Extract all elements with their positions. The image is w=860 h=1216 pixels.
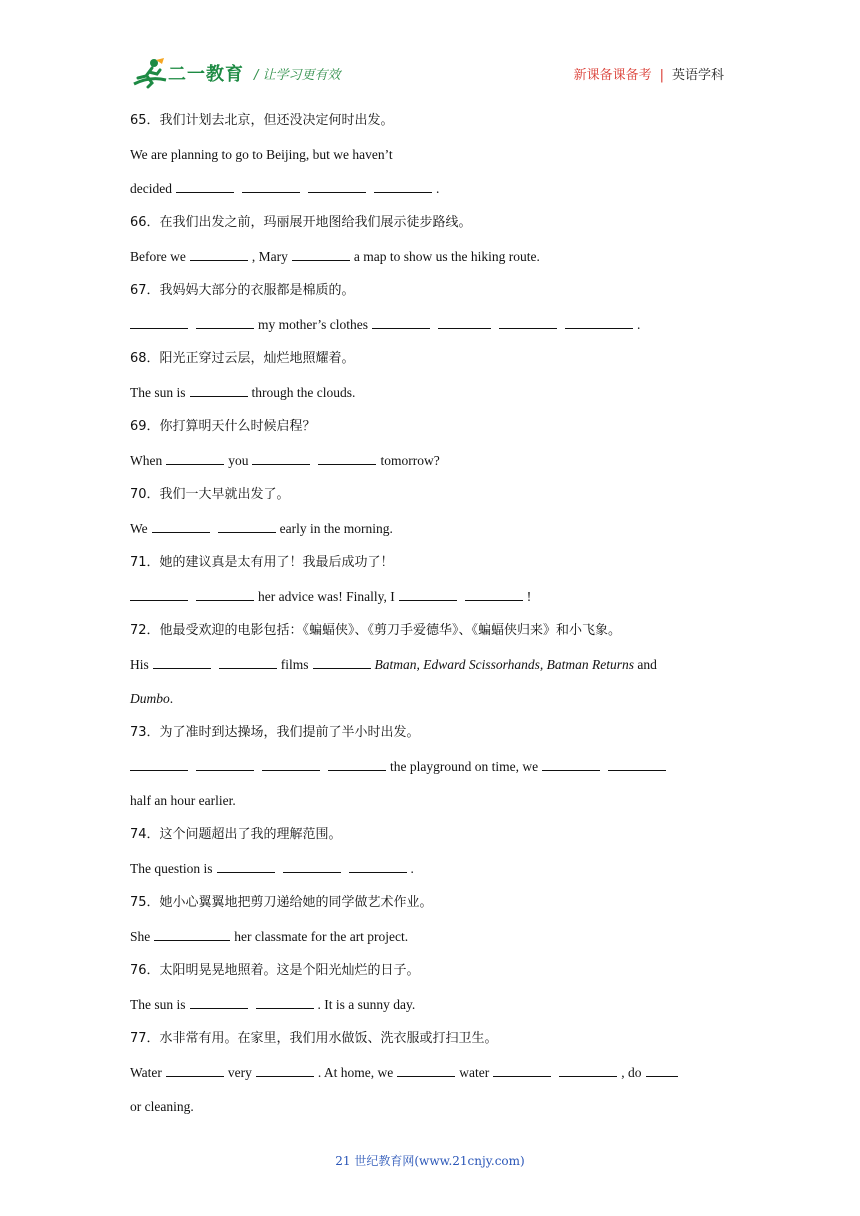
question-72-zh: 72．他最受欢迎的电影包括：《蝙蝠侠》、《剪刀手爱德华》、《蝙蝠侠归来》和小飞象。 (130, 623, 622, 638)
answer-blank[interactable] (499, 316, 557, 329)
text: tomorrow? (380, 453, 440, 468)
question-68-zh: 68．阳光正穿过云层，灿烂地照耀着。 (130, 351, 355, 366)
question-73-en (130, 750, 736, 784)
question-66-en (130, 240, 736, 274)
answer-blank[interactable] (217, 860, 275, 873)
slogan: / 让学习更有效 (254, 68, 341, 83)
text: We (130, 521, 148, 536)
brand-name: 二一教育 (168, 64, 244, 85)
answer-blank[interactable] (399, 588, 457, 601)
question-73-en-2: half an hour earlier. (130, 793, 236, 808)
answer-blank[interactable] (196, 758, 254, 771)
text: , do (621, 1065, 642, 1080)
answer-blank[interactable] (313, 656, 371, 669)
answer-blank[interactable] (166, 1064, 224, 1077)
answer-blank[interactable] (252, 452, 310, 465)
answer-blank[interactable] (374, 180, 432, 193)
text: The sun is (130, 385, 186, 400)
text: . (169, 691, 174, 706)
header-subject-tag: 新课备课备考 (573, 68, 652, 83)
text: . (435, 181, 440, 196)
question-77-en (130, 1056, 736, 1090)
text: . It is a sunny day. (317, 997, 416, 1012)
text: films (280, 657, 309, 672)
text: Water (130, 1065, 162, 1080)
answer-blank[interactable] (154, 928, 230, 941)
text: The sun is (130, 997, 186, 1012)
text: She (130, 929, 151, 944)
text: very (227, 1065, 252, 1080)
header-separator: | (659, 68, 664, 83)
header-right (574, 64, 724, 83)
text: Before we (130, 249, 186, 264)
answer-blank[interactable] (242, 180, 300, 193)
answer-blank[interactable] (190, 248, 248, 261)
exercise-list (130, 104, 736, 1124)
page-header (130, 56, 730, 92)
question-73-zh: 73．为了准时到达操场，我们提前了半小时出发。 (130, 725, 420, 740)
text: . (636, 317, 641, 332)
answer-blank[interactable] (190, 996, 248, 1009)
question-71-zh: 71．她的建议真是太有用了！我最后成功了！ (130, 555, 394, 570)
movie-titles: Batman, Edward Scissorhands, Batman Returns (374, 657, 635, 672)
text: her classmate for the art project. (234, 929, 409, 944)
question-65-zh: 65．我们计划去北京，但还没决定何时出发。 (130, 113, 394, 128)
answer-blank[interactable] (465, 588, 523, 601)
question-77-zh: 77．水非常有用。在家里，我们用水做饭、洗衣服或打扫卫生。 (130, 1031, 498, 1046)
question-74-zh: 74．这个问题超出了我的理解范围。 (130, 827, 342, 842)
answer-blank[interactable] (130, 588, 188, 601)
answer-blank[interactable] (176, 180, 234, 193)
answer-blank[interactable] (308, 180, 366, 193)
answer-blank[interactable] (218, 520, 276, 533)
question-69-en (130, 444, 736, 478)
text: His (130, 657, 149, 672)
answer-blank[interactable] (283, 860, 341, 873)
text: early in the morning. (279, 521, 393, 536)
answer-blank[interactable] (372, 316, 430, 329)
answer-blank[interactable] (328, 758, 386, 771)
answer-blank[interactable] (196, 316, 254, 329)
answer-blank[interactable] (292, 248, 350, 261)
question-77-en-2: or cleaning. (130, 1099, 194, 1114)
text: ! (526, 589, 532, 604)
question-66-zh: 66．在我们出发之前，玛丽展开地图给我们展示徒步路线。 (130, 215, 472, 230)
text: , Mary (251, 249, 288, 264)
question-69-zh: 69．你打算明天什么时候启程？ (130, 419, 316, 434)
header-subject: 英语学科 (671, 68, 724, 83)
text: a map to show us the hiking route. (353, 249, 540, 264)
answer-blank[interactable] (152, 520, 210, 533)
answer-blank[interactable] (130, 316, 188, 329)
answer-blank[interactable] (397, 1064, 455, 1077)
text: water (459, 1065, 490, 1080)
question-65-en-1: We are planning to go to Beijing, but we haven’t (130, 147, 393, 162)
question-71-en (130, 580, 736, 614)
text: . (410, 861, 414, 876)
answer-blank[interactable] (349, 860, 407, 873)
answer-blank[interactable] (196, 588, 254, 601)
question-70-en (130, 512, 736, 546)
text: my mother’s clothes (258, 317, 368, 332)
answer-blank[interactable] (559, 1064, 617, 1077)
page-footer: 21 世纪教育网(www.21cnjy.com) (335, 1154, 525, 1168)
answer-blank[interactable] (318, 452, 376, 465)
text: When (130, 453, 163, 468)
question-72-en-2 (130, 682, 736, 716)
answer-blank[interactable] (565, 316, 633, 329)
answer-blank[interactable] (608, 758, 666, 771)
text: through the clouds. (251, 385, 356, 400)
answer-blank[interactable] (493, 1064, 551, 1077)
text: . At home, we (317, 1065, 394, 1080)
question-72-en (130, 648, 736, 682)
question-67-en (130, 308, 736, 342)
question-76-en (130, 988, 736, 1022)
question-76-zh: 76．太阳明晃晃地照着。这是个阳光灿烂的日子。 (130, 963, 420, 978)
answer-blank[interactable] (438, 316, 491, 329)
text: decided (130, 181, 172, 196)
answer-blank[interactable] (542, 758, 600, 771)
question-75-zh: 75．她小心翼翼地把剪刀递给她的同学做艺术作业。 (130, 895, 433, 910)
answer-blank[interactable] (256, 1064, 314, 1077)
movie-title: Dumbo (130, 691, 170, 706)
answer-blank[interactable] (646, 1064, 678, 1077)
text: her advice was! Finally, I (258, 589, 395, 604)
text: you (228, 453, 249, 468)
question-67-zh: 67．我妈妈大部分的衣服都是棉质的。 (130, 283, 355, 298)
answer-blank[interactable] (262, 758, 320, 771)
question-70-zh: 70．我们一大早就出发了。 (130, 487, 290, 502)
question-75-en (130, 920, 736, 954)
answer-blank[interactable] (219, 656, 277, 669)
question-65-en-2 (130, 172, 736, 206)
answer-blank[interactable] (153, 656, 211, 669)
question-74-en (130, 852, 736, 886)
text: and (637, 657, 657, 672)
question-68-en (130, 376, 736, 410)
answer-blank[interactable] (190, 384, 248, 397)
answer-blank[interactable] (166, 452, 224, 465)
text: the playground on time, we (390, 759, 539, 774)
text: The question is (130, 861, 213, 876)
answer-blank[interactable] (256, 996, 314, 1009)
answer-blank[interactable] (130, 758, 188, 771)
